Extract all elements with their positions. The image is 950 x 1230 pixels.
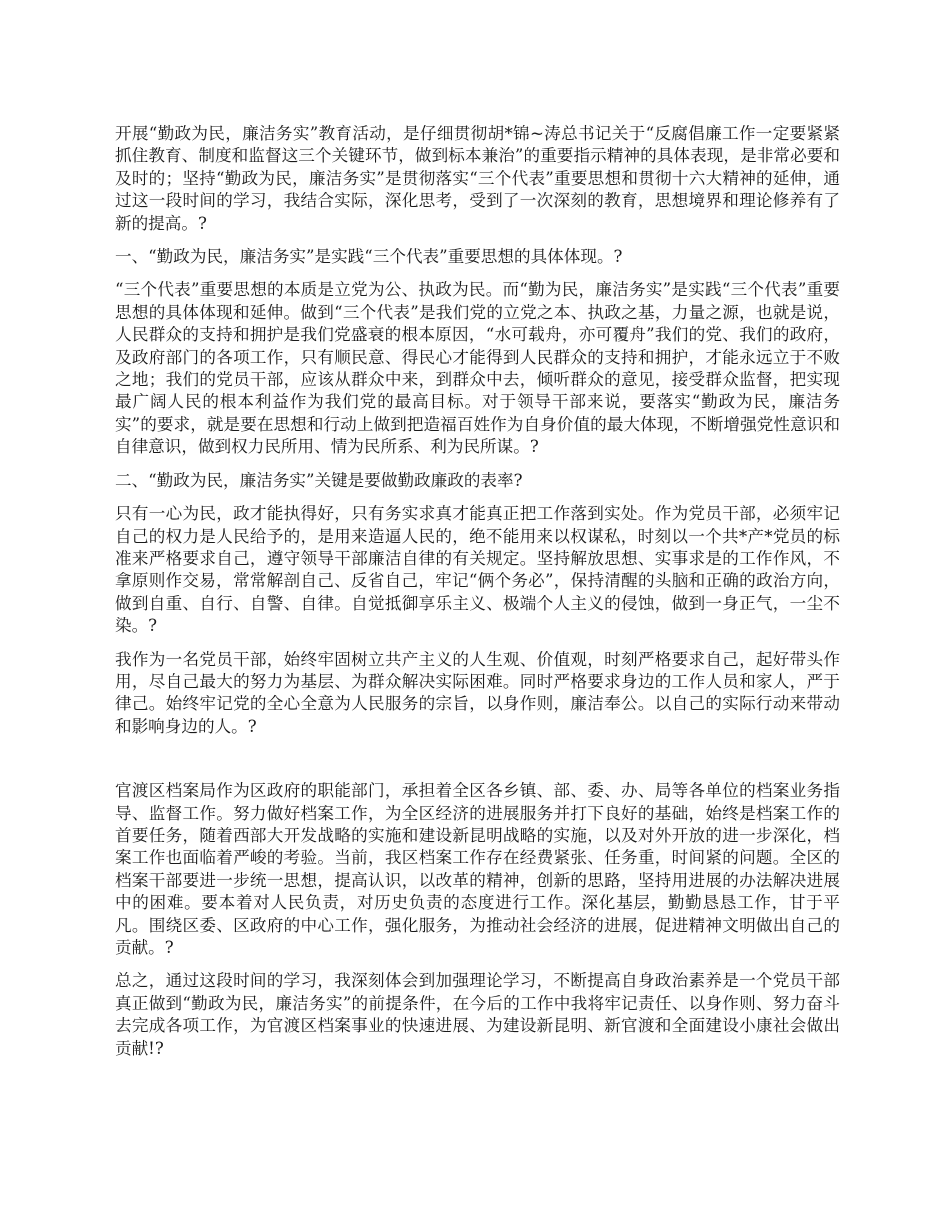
document-body: [115, 123, 840, 1071]
intro-paragraph: 开展“勤政为民，廉洁务实”教育活动，是仔细贯彻胡*锦~涛总书记关于“反腐倡廉工作一定要紧紧抓住教育、制度和监督这三个关键环节，做到标本兼治”的重要指示精神的具体表现，是非常必要和及时的；坚持“勤政为民，廉洁务实”是贯彻落实“三个代表”重要思想和贯彻十六大精神的延伸，通过这一段时间的学习，我结合实际，深化思考，受到了一次深刻的教育，思想境界和理论修养有了新的提高。?: [115, 124, 840, 233]
section-gap: [115, 749, 840, 780]
archive-bureau-paragraph: 官渡区档案局作为区政府的职能部门，承担着全区各乡镇、部、委、办、局等各单位的档案业务指导、监督工作。努力做好档案工作，为全区经济的进展服务并打下良好的基础，始终是档案工作的首要任务，随着西部大开发战略的实施和建设新昆明战略的实施，以及对外开放的进一步深化，档案工作也面临着严峻的考验。当前，我区档案工作存在经费紧张、任务重，时间紧的问题。全区的档案干部要进一步统一思想，提高认识，以改革的精神，创新的思路，坚持用进展的办法解决进展中的困难。要本着对人民负责，对历史负责的态度进行工作。深化基层，勤勤恳恳工作，甘于平凡。围绕区委、区政府的中心工作，强化服务，为推动社会经济的进展，促进精神文明做出自己的贡献。?: [115, 781, 840, 957]
section-heading-2: 二、“勤政为民，廉洁务实”关键是要做勤政廉政的表率?: [115, 470, 523, 490]
section-2-paragraph-2: 我作为一名党员干部，始终牢固树立共产主义的人生观、价值观，时刻严格要求自己，起好带头作用，尽自己最大的努力为基层、为群众解决实际困难。同时严格要求身边的工作人员和家人，严于律己。始终牢记党的全心全意为人民服务的宗旨，以身作则，廉洁奉公。以自己的实际行动来带动和影响身边的人。?: [115, 649, 840, 736]
section-heading-1: 一、“勤政为民，廉洁务实”是实践“三个代表”重要思想的具体体现。?: [115, 247, 623, 267]
section-2-paragraph-1: 只有一心为民，政才能执得好，只有务实求真才能真正把工作落到实处。作为党员干部，必须牢记自己的权力是人民给予的，是用来造逼人民的，绝不能用来以权谋私，时刻以一个共*产*党员的标准来严格要求自己，遵守领导干部廉洁自律的有关规定。坚持解放思想、实事求是的工作作风，不拿原则作交易，常常解剖自己、反省自己，牢记“俩个务必”，保持清醒的头脑和正确的政治方向，做到自重、自行、自警、自律。自觉抵御享乐主义、极端个人主义的侵蚀，做到一身正气，一尘不染。?: [115, 504, 840, 636]
section-1-paragraph: “三个代表”重要思想的本质是立党为公、执政为民。而“勤为民，廉洁务实”是实践“三个代表”重要思想的具体体现和延伸。做到“三个代表”是我们党的立党之本、执政之基，力量之源，也就是说，人民群众的支持和拥护是我们党盛衰的根本原因，“水可载舟，亦可覆舟”我们的党、我们的政府，及政府部门的各项工作，只有顺民意、得民心才能得到人民群众的支持和拥护，才能永远立于不败之地；我们的党员干部，应该从群众中来，到群众中去，倾听群众的意见，接受群众监督，把实现最广阔人民的根本利益作为我们党的最高目标。对于领导干部来说，要落实“勤政为民，廉洁务实”的要求，就是要在思想和行动上做到把造福百姓作为自身价值的最大体现，不断增强党性意识和自律意识，做到权力民所用、情为民所系、利为民所谋。?: [115, 280, 840, 457]
conclusion-paragraph: 总之，通过这段时间的学习，我深刻体会到加强理论学习，不断提高自身政治素养是一个党员干部真正做到“勤政为民，廉洁务实”的前提条件，在今后的工作中我将牢记责任、以身作则、努力奋斗去完成各项工作，为官渡区档案事业的快速进展、为建设新昆明、新官渡和全面建设小康社会做出贡献!?: [115, 971, 840, 1058]
